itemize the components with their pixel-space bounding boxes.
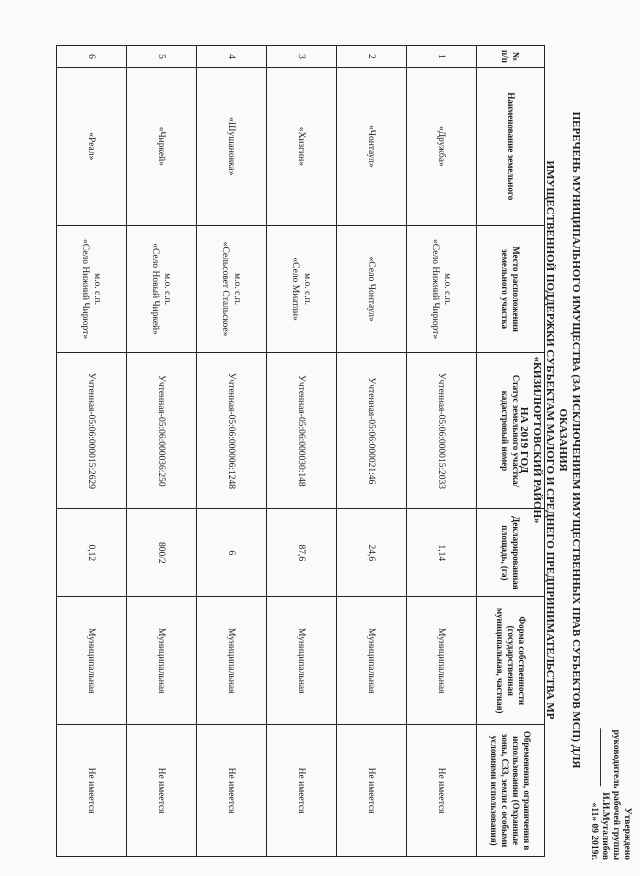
cell-area: 800/2 (127, 509, 197, 597)
table-row (267, 46, 337, 857)
cell-location: м.о. с.п. «Сельсовет Стальское» (197, 225, 267, 353)
cell-name: «Дружба» (407, 67, 477, 225)
cell-name: «Шушановка» (197, 67, 267, 225)
table-row (57, 46, 127, 857)
cell-name: «Хизгин» (267, 67, 337, 225)
approval-stamp (588, 700, 632, 860)
cell-name: «Реал» (57, 67, 127, 225)
signature-mark (600, 728, 610, 790)
cell-restriction: Не имеется (127, 725, 197, 857)
cell-ownership: Муниципальная (267, 597, 337, 725)
cell-location: м.о. с.п. «Село Миатли» (267, 225, 337, 353)
table-header-row (477, 46, 545, 857)
header-restriction: Обременения, ограничения в использовании (Охранные зоны, СЗЗ, земли с особыми условиями использования) (477, 725, 545, 857)
cell-status: Учтенная-05:06:000030:148 (267, 353, 337, 509)
cell-ownership: Муниципальная (127, 597, 197, 725)
cell-area: 1,14 (407, 509, 477, 597)
cell-status: Учтенная-05:06:000036:250 (127, 353, 197, 509)
cell-num: 6 (57, 46, 127, 68)
header-name: Наименование земельного (477, 67, 545, 225)
cell-num: 5 (127, 46, 197, 68)
table-row (127, 46, 197, 857)
header-status: Статус земельного участка/ кадастровый номер (477, 353, 545, 509)
title-line-3: НА 2019 ГОД (518, 406, 530, 474)
approval-signature-line (599, 700, 610, 860)
approval-month: 09 (588, 823, 599, 833)
approval-year: 2019г. (588, 835, 599, 860)
cell-location: м.о. с.п. «Село Новый Чиркей» (127, 225, 197, 353)
cell-ownership: Муниципальная (407, 597, 477, 725)
table-row (197, 46, 267, 857)
cell-location: «Село Чонтаул» (337, 225, 407, 353)
cell-status: Учтенная-05:06:000021:46 (337, 353, 407, 509)
cell-restriction: Не имеется (267, 725, 337, 857)
header-location: Место расположения земельного участка (477, 225, 545, 353)
cell-restriction: Не имеется (407, 725, 477, 857)
approval-title: Утверждено (622, 807, 632, 860)
cell-restriction: Не имеется (337, 725, 407, 857)
cell-num: 3 (267, 46, 337, 68)
cell-area: 6 (197, 509, 267, 597)
cell-area: 87,6 (267, 509, 337, 597)
approval-role: руководитель рабочей группы (611, 729, 621, 860)
header-area: Декларированная площадь, (га) (477, 509, 545, 597)
title-line-1: ПЕРЕЧЕНЬ МУНИЦИПАЛЬНОГО ИМУЩЕСТВА (ЗА ИСКЛЮЧЕНИЕМ ИМУЩЕСТВЕННЫХ ПРАВ СУБЪЕКТОВ МСП) ДЛЯ ОКАЗАНИЯ (557, 111, 582, 769)
approval-name: И.И.Муталибов (599, 792, 610, 860)
header-num: № п/п (477, 46, 545, 68)
cell-name: «Чонтаул» (337, 67, 407, 225)
cell-ownership: Муниципальная (57, 597, 127, 725)
cell-area: 24,6 (337, 509, 407, 597)
cell-restriction: Не имеется (57, 725, 127, 857)
approval-date: «11» 09 2019г. (588, 802, 599, 860)
cell-name: «Чиркей» (127, 67, 197, 225)
cell-ownership: Муниципальная (337, 597, 407, 725)
cell-ownership: Муниципальная (197, 597, 267, 725)
table-row (337, 46, 407, 857)
approval-day: 11 (588, 807, 599, 817)
cell-location: м.о. с.п. «Село Нижний Чирюрт» (57, 225, 127, 353)
header-ownership: Форма собственности (государственная муниципальная, частная) (477, 597, 545, 725)
cell-area: 0,12 (57, 509, 127, 597)
cell-restriction: Не имеется (197, 725, 267, 857)
cell-num: 2 (337, 46, 407, 68)
cell-num: 1 (407, 46, 477, 68)
cell-status: Учтенная-05:06:000006:1248 (197, 353, 267, 509)
title-line-2: ИМУЩЕСТВЕННОЙ ПОДДЕРЖКИ СУБЪЕКТАМ МАЛОГО И СРЕДНЕГО ПРЕДПРИНИМАТЕЛЬСТВА МР «КИЗИЛЮРТОВСКИЙ РАЙОН» (531, 160, 556, 720)
table-row (407, 46, 477, 857)
cell-status: Учтенная-05:06:000015:2033 (407, 353, 477, 509)
cell-status: Учтенная-05:06:000015:2629 (57, 353, 127, 509)
cell-num: 4 (197, 46, 267, 68)
cell-location: м.о. с.п. «Село Нижний Чирюрт» (407, 225, 477, 353)
property-table (56, 45, 545, 857)
